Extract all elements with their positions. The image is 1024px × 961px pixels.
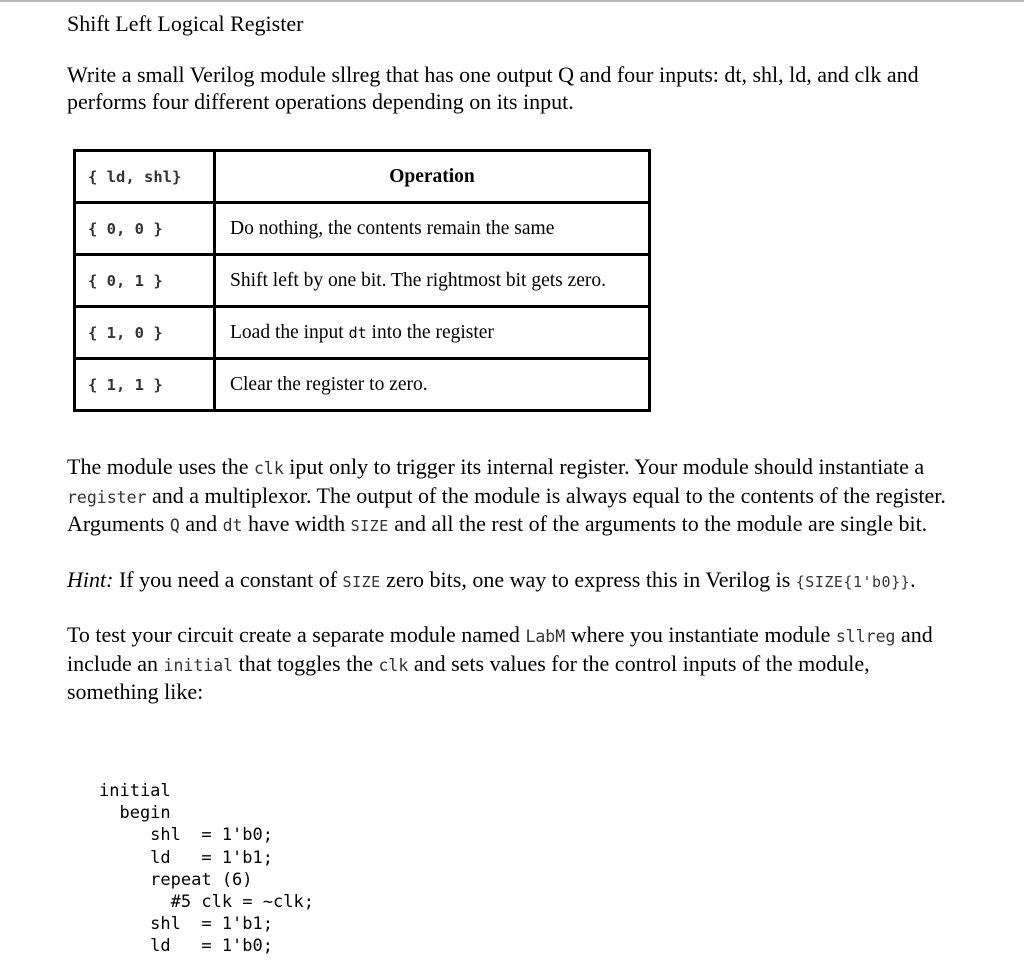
page-title: Shift Left Logical Register [67,11,304,36]
row-code: { 1, 0 } [75,307,215,359]
text: that toggles the [233,650,379,676]
text: iput only to trigger its internal register. Your module should instantiate a [283,454,925,479]
row-code: { 0, 0 } [75,203,215,255]
inline-code: dt [222,516,243,535]
module-description-paragraph [67,454,957,540]
text: The module uses the [67,454,254,479]
text: zero bits, one way to express this in Verilog is [380,566,796,592]
op-text: Load the input [230,321,349,343]
header-control-inputs: { ld, shl} [75,151,215,203]
row-operation: Shift left by one bit. The rightmost bit gets zero. [215,255,650,307]
document-page [67,9,957,706]
row-operation: Do nothing, the contents remain the same [215,203,650,255]
top-rule [0,0,1024,2]
inline-code: LabM [525,627,566,646]
text: and [179,511,223,536]
text: and all the rest of the arguments to the module are single bit. [388,511,928,536]
inline-code: sllreg [835,627,896,646]
inline-code: SIZE [350,517,389,535]
operation-table [73,149,651,412]
hint-paragraph [67,567,957,596]
row-operation [215,307,650,359]
text: If you need a constant of [113,566,343,592]
header-operation: Operation [215,151,650,203]
test-instructions-paragraph [67,622,957,706]
op-text: into the register [366,321,494,343]
text: have width [242,511,351,536]
inline-code: register [67,487,147,507]
inline-code: Q [169,516,180,535]
table-row [75,255,650,307]
code-block: initial begin shl = 1'b0; ld = 1'b1; repeat (6) #5 clk = ~clk; shl = 1'b1; ld = 1'b0; [99,781,314,957]
inline-code: clk [253,459,284,478]
inline-code: {SIZE{1'b0}} [795,572,911,591]
text: . [910,566,916,592]
intro-paragraph: Write a small Verilog module sllreg that has one output Q and four inputs: dt, shl, ld, and clk and performs four different operations depending on its input. [67,62,919,114]
text: and a multiplexor. The output of the module is always equal to the contents of the register. Arguments [67,482,946,536]
text: and sets values for the control inputs of the module, something like: [67,650,870,704]
table-row [75,307,650,359]
table-header-row [75,151,650,203]
table-row [75,359,650,411]
inline-code: clk [378,655,409,675]
hint-label: Hint: [67,566,114,592]
text: To test your circuit create a separate module named [67,622,526,647]
row-code: { 1, 1 } [75,359,215,411]
inline-code: SIZE [342,572,381,591]
text: where you instantiate module [565,622,836,647]
row-code: { 0, 1 } [75,255,215,307]
inline-code: initial [163,655,234,675]
op-code: dt [348,323,367,342]
text: and include an [67,622,933,676]
row-operation: Clear the register to zero. [215,359,650,411]
table-row [75,203,650,255]
